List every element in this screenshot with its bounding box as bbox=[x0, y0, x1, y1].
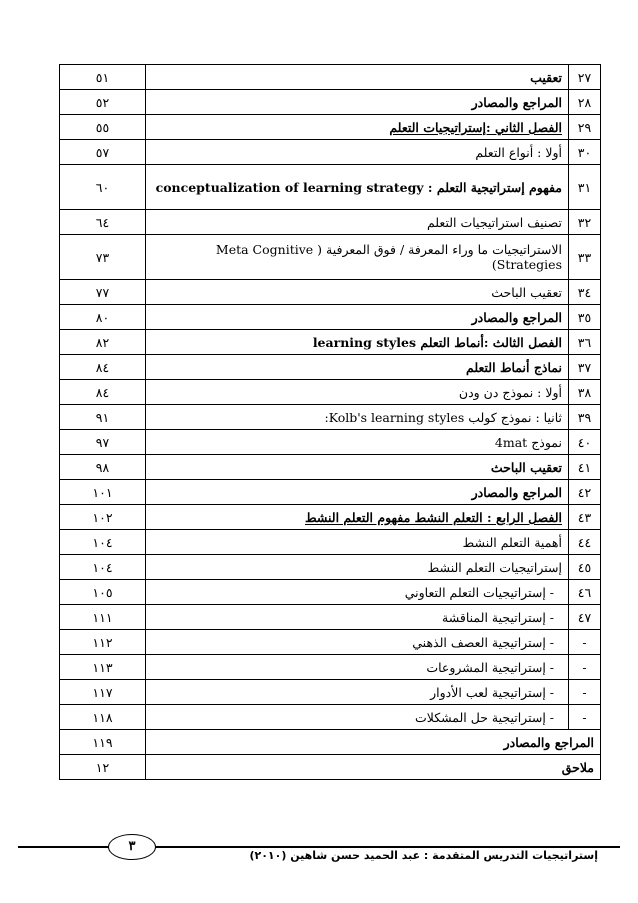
row-page: ٦٠ bbox=[60, 165, 146, 210]
row-page: ٩١ bbox=[60, 405, 146, 430]
row-title: - إستراتيجية لعب الأدوار bbox=[146, 680, 569, 705]
table-row bbox=[60, 730, 601, 755]
row-title: تعقيب الباحث bbox=[146, 455, 569, 480]
row-title: الفصل الثالث :أنماط التعلم learning styles bbox=[146, 330, 569, 355]
row-page: ٦٤ bbox=[60, 210, 146, 235]
table-row bbox=[60, 330, 601, 355]
table-row bbox=[60, 430, 601, 455]
table-row bbox=[60, 705, 601, 730]
row-page: ٩٨ bbox=[60, 455, 146, 480]
row-title: الفصل الرابع : التعلم النشط مفهوم التعلم النشط bbox=[146, 505, 569, 530]
table-row bbox=[60, 630, 601, 655]
row-number: - bbox=[569, 680, 601, 705]
row-page: ٧٧ bbox=[60, 280, 146, 305]
table-row bbox=[60, 280, 601, 305]
table-row bbox=[60, 505, 601, 530]
row-number: ٣٤ bbox=[569, 280, 601, 305]
footer-citation: إستراتيجيات التدريس المتقدمة : عبد الحميد حسن شاهين (٢٠١٠) bbox=[249, 849, 598, 862]
row-title: الفصل الثاني :إستراتيجيات التعلم bbox=[146, 115, 569, 140]
row-number: ٤٦ bbox=[569, 580, 601, 605]
table-row bbox=[60, 680, 601, 705]
row-number: ٤٥ bbox=[569, 555, 601, 580]
row-title: ملاحق bbox=[146, 755, 601, 780]
table-row bbox=[60, 580, 601, 605]
row-number: ٣٦ bbox=[569, 330, 601, 355]
row-page: ٨٠ bbox=[60, 305, 146, 330]
row-title: أهمية التعلم النشط bbox=[146, 530, 569, 555]
row-title: نماذج أنماط التعلم bbox=[146, 355, 569, 380]
row-page: ١١٣ bbox=[60, 655, 146, 680]
row-title: المراجع والمصادر bbox=[146, 480, 569, 505]
row-page: ٥٧ bbox=[60, 140, 146, 165]
row-title: ثانيا : نموذج كولب Kolb's learning styles: bbox=[146, 405, 569, 430]
row-number: ٣٩ bbox=[569, 405, 601, 430]
table-row bbox=[60, 140, 601, 165]
row-number: ٢٨ bbox=[569, 90, 601, 115]
row-title: المراجع والمصادر bbox=[146, 730, 601, 755]
row-title: أولا : نموذج دن ودن bbox=[146, 380, 569, 405]
row-page: ٩٧ bbox=[60, 430, 146, 455]
row-page: ٧٣ bbox=[60, 235, 146, 280]
table-row bbox=[60, 235, 601, 280]
row-number: ٤٣ bbox=[569, 505, 601, 530]
table-row bbox=[60, 305, 601, 330]
table-row bbox=[60, 115, 601, 140]
row-page: ١١٨ bbox=[60, 705, 146, 730]
row-number: ٣٧ bbox=[569, 355, 601, 380]
row-title: - إستراتيجيات التعلم التعاوني bbox=[146, 580, 569, 605]
page-number: ٣ bbox=[108, 834, 156, 860]
row-page: ١٢ bbox=[60, 755, 146, 780]
table-row bbox=[60, 455, 601, 480]
row-page: ٨٤ bbox=[60, 380, 146, 405]
row-number: ٣٢ bbox=[569, 210, 601, 235]
row-number: ٣٣ bbox=[569, 235, 601, 280]
row-number: - bbox=[569, 655, 601, 680]
table-row bbox=[60, 65, 601, 90]
row-title: إستراتيجيات التعلم النشط bbox=[146, 555, 569, 580]
row-number: ٤٤ bbox=[569, 530, 601, 555]
row-page: ٨٤ bbox=[60, 355, 146, 380]
row-number: - bbox=[569, 630, 601, 655]
row-page: ١٠٢ bbox=[60, 505, 146, 530]
row-number: ٣١ bbox=[569, 165, 601, 210]
row-page: ٨٢ bbox=[60, 330, 146, 355]
row-title: المراجع والمصادر bbox=[146, 305, 569, 330]
row-number: ٤٧ bbox=[569, 605, 601, 630]
row-number: ٢٧ bbox=[569, 65, 601, 90]
row-number: ٣٥ bbox=[569, 305, 601, 330]
table-row bbox=[60, 355, 601, 380]
row-page: ١٠٤ bbox=[60, 555, 146, 580]
row-page: ١٠٤ bbox=[60, 530, 146, 555]
row-title: تعقيب bbox=[146, 65, 569, 90]
row-number: ٣٨ bbox=[569, 380, 601, 405]
row-page: ٥٢ bbox=[60, 90, 146, 115]
table-row bbox=[60, 480, 601, 505]
row-title: المراجع والمصادر bbox=[146, 90, 569, 115]
table-of-contents bbox=[59, 64, 601, 780]
table-row bbox=[60, 90, 601, 115]
row-title: - إستراتيجية العصف الذهني bbox=[146, 630, 569, 655]
table-row bbox=[60, 210, 601, 235]
row-title: تصنيف استراتيجيات التعلم bbox=[146, 210, 569, 235]
table-row bbox=[60, 380, 601, 405]
row-title: - إستراتيجية حل المشكلات bbox=[146, 705, 569, 730]
row-title: أولا : أنواع التعلم bbox=[146, 140, 569, 165]
table-row bbox=[60, 165, 601, 210]
table-row bbox=[60, 605, 601, 630]
row-title: - إستراتيجية المشروعات bbox=[146, 655, 569, 680]
row-number: - bbox=[569, 705, 601, 730]
row-title: مفهوم إستراتيجية التعلم : conceptualization of learning strategy bbox=[146, 165, 569, 210]
row-number: ٤١ bbox=[569, 455, 601, 480]
row-page: ١٠٥ bbox=[60, 580, 146, 605]
table-row bbox=[60, 555, 601, 580]
row-page: ١١١ bbox=[60, 605, 146, 630]
table-row bbox=[60, 405, 601, 430]
row-page: ٥١ bbox=[60, 65, 146, 90]
row-number: ٤٢ bbox=[569, 480, 601, 505]
row-page: ١١٢ bbox=[60, 630, 146, 655]
row-title: تعقيب الباحث bbox=[146, 280, 569, 305]
row-title: نموذج 4mat bbox=[146, 430, 569, 455]
row-page: ١٠١ bbox=[60, 480, 146, 505]
row-number: ٣٠ bbox=[569, 140, 601, 165]
table-row bbox=[60, 755, 601, 780]
row-title: الاستراتيجيات ما وراء المعرفة / فوق المعرفية ( Meta Cognitive Strategies) bbox=[146, 235, 569, 280]
row-page: ١١٩ bbox=[60, 730, 146, 755]
row-page: ٥٥ bbox=[60, 115, 146, 140]
table-row bbox=[60, 655, 601, 680]
row-page: ١١٧ bbox=[60, 680, 146, 705]
row-title: - إستراتيجية المناقشة bbox=[146, 605, 569, 630]
table-row bbox=[60, 530, 601, 555]
row-number: ٤٠ bbox=[569, 430, 601, 455]
row-number: ٢٩ bbox=[569, 115, 601, 140]
